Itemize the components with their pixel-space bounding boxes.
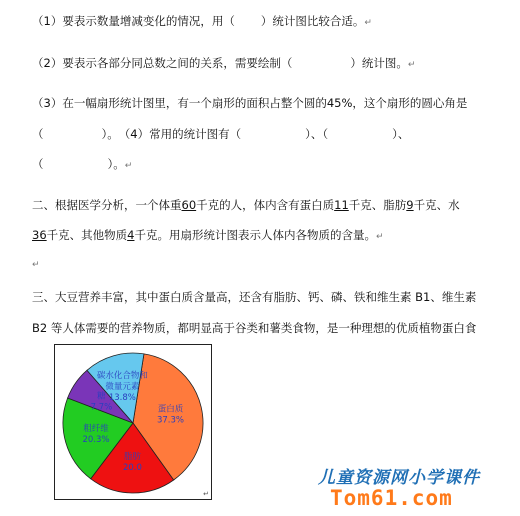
pie-label-4: 碳水化合物和微量元素 13.8% xyxy=(96,371,148,404)
watermark-site-name: 儿童资源网小学课件 xyxy=(318,468,480,488)
paragraph-mark: ↵ xyxy=(364,18,372,28)
question-3-line1: （3）在一幅扇形统计图里，有一个扇形的面积占整个圆的45%，这个扇形的圆心角是 xyxy=(32,96,468,110)
paragraph-mark: ↵ xyxy=(407,60,416,70)
paragraph-mark: ↵ xyxy=(124,161,133,171)
paragraph-mark: ↵ xyxy=(32,260,40,270)
question-4-line3: （ ）。↵ xyxy=(32,157,133,171)
pie-label-2: 粗纤维 20.3% xyxy=(82,424,110,446)
pie-label-0: 蛋白质 37.3% xyxy=(156,404,184,426)
pie-label-3: 糖 7.7% xyxy=(90,391,113,413)
section-3-line1: 三、大豆营养丰富，其中蛋白质含量高，还含有脂肪、钙、磷、铁和维生素 B1、维生素 xyxy=(32,290,477,304)
pie-svg xyxy=(55,345,211,499)
soybean-nutrition-pie-chart xyxy=(54,344,212,500)
empty-paragraph xyxy=(32,256,40,270)
section-2-line2: 36千克、其他物质4千克。用扇形统计图表示人体内各物质的含量。↵ xyxy=(32,228,384,242)
section-2-line1: 二、根据医学分析，一个体重60千克的人，体内含有蛋白质11千克、脂肪9千克、水 xyxy=(32,198,460,212)
question-2: （2）要表示各部分同总数之间的关系，需要绘制（ ）统计图。↵ xyxy=(32,56,416,70)
question-3-4-line2: （ ）。 （4）常用的统计图有（ ）、（ ）、 xyxy=(32,127,410,141)
chart-corner-mark: ↵ xyxy=(203,490,209,498)
pie-label-1: 脂肪 20.0 xyxy=(122,451,142,473)
watermark-site-url: Tom61.com xyxy=(330,486,453,510)
section-3-line2: B2 等人体需要的营养物质，都明显高于谷类和薯类食物，是一种理想的优质植物蛋白食 xyxy=(32,321,477,335)
paragraph-mark: ↵ xyxy=(375,232,384,242)
question-1: （1）要表示数量增减变化的情况，用（ ）统计图比较合适。↵ xyxy=(32,14,372,28)
